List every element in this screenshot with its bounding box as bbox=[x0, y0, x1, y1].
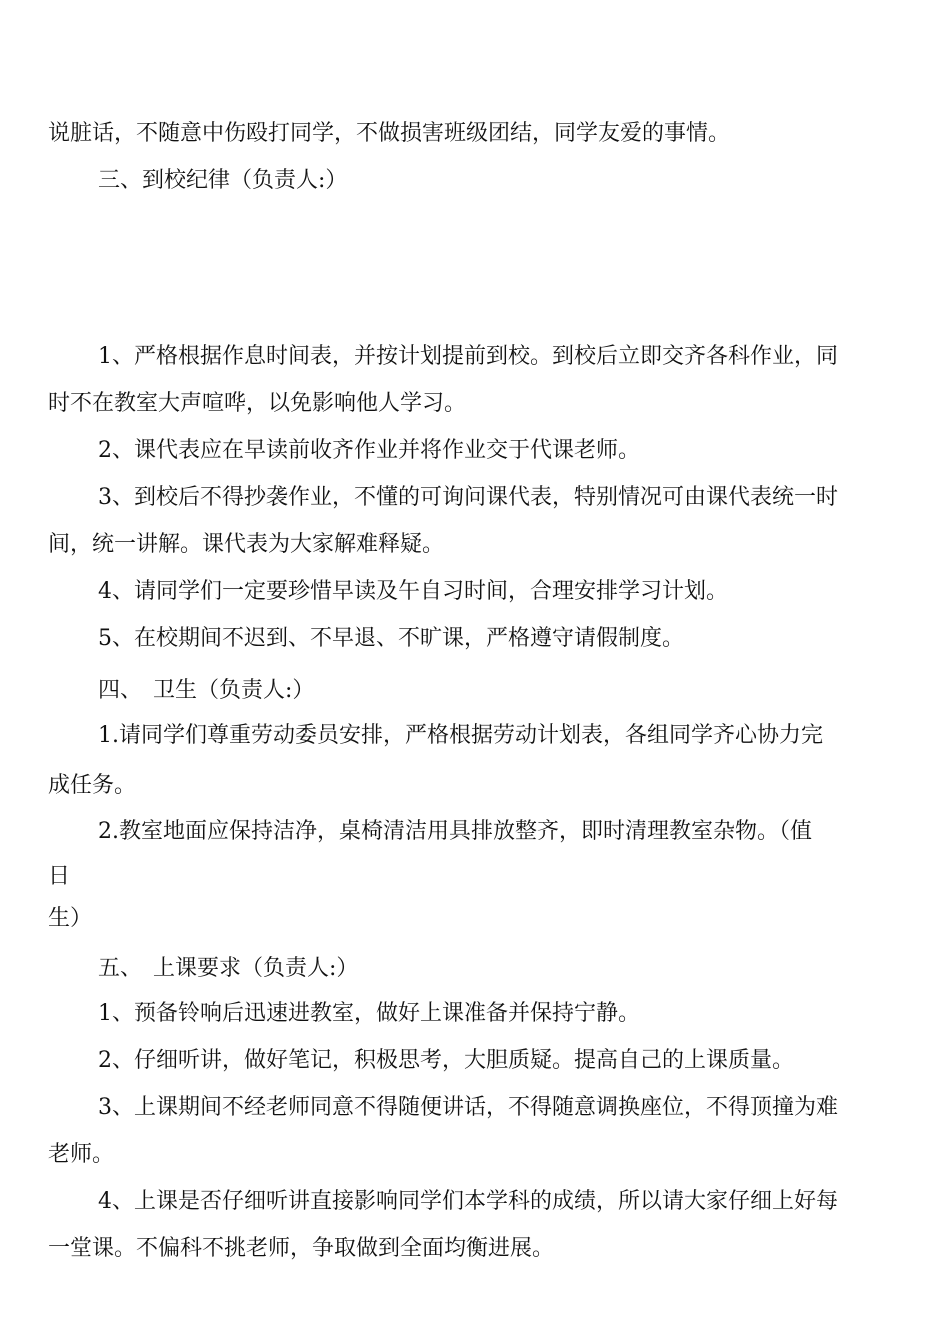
text-line: 2.教室地面应保持洁净，桌椅清洁用具排放整齐，即时清理教室杂物。（值 bbox=[98, 819, 812, 844]
text-line: 一堂课。不偏科不挑老师，争取做到全面均衡进展。 bbox=[48, 1236, 555, 1261]
text-line: 3、到校后不得抄袭作业，不懂的可询问课代表，特别情况可由课代表统一时 bbox=[98, 485, 838, 510]
text-line: 2、仔细听讲，做好笔记，积极思考，大胆质疑。提高自己的上课质量。 bbox=[98, 1048, 794, 1073]
section-heading-class-requirements: 五、 上课要求（负责人:） bbox=[98, 956, 359, 981]
text-line: 4、请同学们一定要珍惜早读及午自习时间，合理安排学习计划。 bbox=[98, 579, 728, 604]
text-line: 日 bbox=[48, 864, 71, 889]
text-line: 1、严格根据作息时间表，并按计划提前到校。到校后立即交齐各科作业，同 bbox=[98, 344, 838, 369]
section-heading-hygiene: 四、 卫生（负责人:） bbox=[98, 678, 315, 703]
text-line: 4、上课是否仔细听讲直接影响同学们本学科的成绩，所以请大家仔细上好每 bbox=[98, 1189, 838, 1214]
text-line: 1.请同学们尊重劳动委员安排，严格根据劳动计划表，各组同学齐心协力完 bbox=[98, 723, 823, 748]
text-line: 5、在校期间不迟到、不早退、不旷课，严格遵守请假制度。 bbox=[98, 626, 684, 651]
text-line: 间，统一讲解。课代表为大家解难释疑。 bbox=[48, 532, 445, 557]
text-line: 时不在教室大声喧哗，以免影响他人学习。 bbox=[48, 391, 467, 416]
text-line: 1、预备铃响后迅速进教室，做好上课准备并保持宁静。 bbox=[98, 1001, 640, 1026]
text-line: 3、上课期间不经老师同意不得随便讲话，不得随意调换座位，不得顶撞为难 bbox=[98, 1095, 838, 1120]
text-line: 2、课代表应在早读前收齐作业并将作业交于代课老师。 bbox=[98, 438, 640, 463]
text-line: 成任务。 bbox=[48, 773, 137, 798]
text-line: 说脏话，不随意中伤殴打同学，不做损害班级团结，同学友爱的事情。 bbox=[48, 121, 731, 146]
text-line: 老师。 bbox=[48, 1142, 115, 1167]
section-heading-arrival-discipline: 三、到校纪律（负责人:） bbox=[98, 168, 348, 193]
text-line: 生） bbox=[48, 906, 93, 931]
